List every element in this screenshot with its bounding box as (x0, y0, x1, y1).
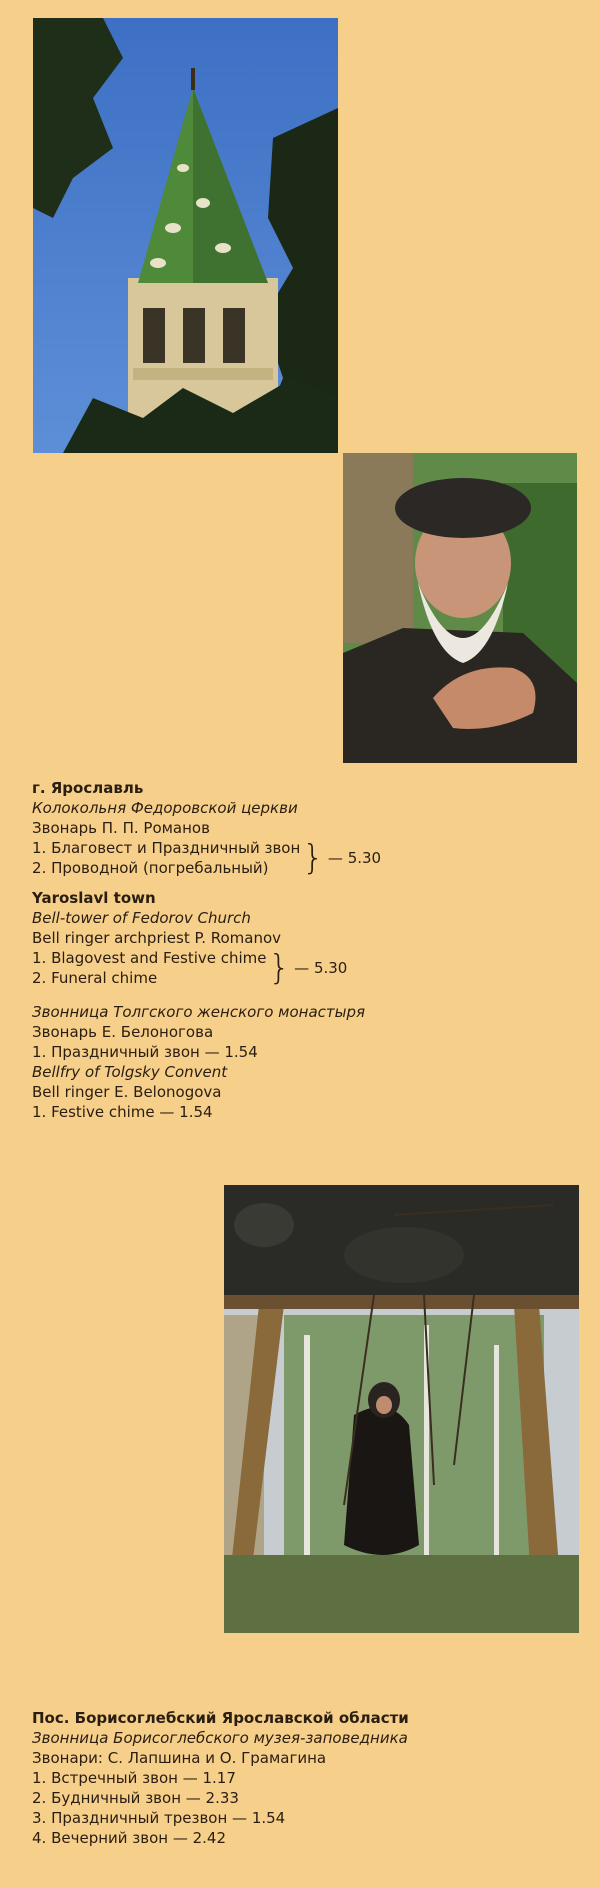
tolgsky-ringer-en: Bell ringer E. Belonogova (32, 1083, 222, 1101)
track-duration: — 5.30 (294, 959, 348, 977)
track-item: 2. Funeral chime (32, 969, 158, 987)
track-item: 3. Праздничный трезвон — 1.54 (32, 1809, 286, 1827)
track-duration: — 5.30 (327, 849, 382, 867)
borisoglebsky-ringers: Звонари: С. Лапшина и О. Грамагина (32, 1749, 327, 1767)
borisoglebsky-belfry: Звонница Борисоглебского музея-заповедника (32, 1729, 408, 1747)
tolgsky-place-en: Bellfry of Tolgsky Convent (32, 1063, 228, 1081)
brace-icon: } (302, 838, 324, 878)
bell-ringer-portrait-photo (343, 453, 577, 763)
track-item: 4. Вечерний звон — 2.42 (32, 1829, 227, 1847)
tolgsky-place-ru: Звонница Толгского женского монастыря (32, 1003, 366, 1021)
borisoglebsky-place: Пос. Борисоглебский Ярославской области (32, 1709, 409, 1727)
belfry-photo (224, 1185, 579, 1633)
track-item: 1. Благовест и Праздничный звон (32, 839, 301, 857)
yaroslavl-place-ru: г. Ярославль (32, 779, 144, 797)
track-item: 1. Встречный звон — 1.17 (32, 1769, 236, 1787)
yaroslavl-ringer-en: Bell ringer archpriest P. Romanov (32, 929, 282, 947)
track-item: 2. Проводной (погребальный) (32, 859, 269, 877)
brace-icon: } (268, 948, 291, 988)
track-item: 1. Blagovest and Festive chime (32, 949, 267, 967)
yaroslavl-tracks-en (32, 948, 381, 988)
yaroslavl-tracks-ru (32, 838, 381, 878)
track-item: 2. Будничный звон — 2.33 (32, 1789, 239, 1807)
yaroslavl-ringer-ru: Звонарь П. П. Романов (32, 819, 210, 837)
tolgsky-ringer-ru: Звонарь Е. Белоногова (32, 1023, 214, 1041)
bell-tower-photo (33, 18, 338, 453)
yaroslavl-place-en: Yaroslavl town (32, 889, 156, 907)
yaroslavl-info (32, 778, 381, 1122)
tolgsky-item-ru: 1. Праздничный звон — 1.54 (32, 1043, 258, 1061)
tolgsky-item-en: 1. Festive chime — 1.54 (32, 1103, 213, 1121)
yaroslavl-church-en: Bell-tower of Fedorov Church (32, 909, 251, 927)
yaroslavl-church-ru: Колокольня Федоровской церкви (32, 799, 298, 817)
borisoglebsky-info (32, 1708, 409, 1848)
